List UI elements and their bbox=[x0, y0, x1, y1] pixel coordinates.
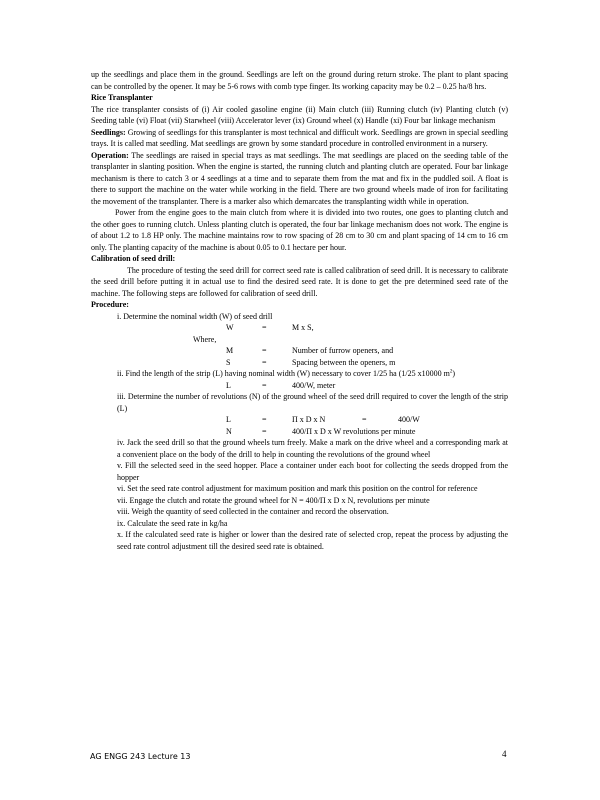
page-body bbox=[91, 69, 508, 552]
equation-w bbox=[91, 322, 508, 334]
step-9: ix. Calculate the seed rate in kg/ha bbox=[117, 518, 228, 528]
operation-paragraph bbox=[91, 150, 508, 208]
procedure-heading: Procedure: bbox=[91, 300, 129, 309]
equation-lhs: N bbox=[226, 426, 232, 436]
footer-course-label: AG ENGG 243 Lecture 13 bbox=[90, 752, 191, 761]
page-number: 4 bbox=[502, 749, 507, 759]
equation-s bbox=[91, 357, 508, 369]
equation-lhs: L bbox=[226, 380, 231, 390]
step-1: i. Determine the nominal width (W) of seed drill bbox=[117, 311, 273, 321]
step-2-text: ii. Find the length of the strip (L) having nominal width (W) necessary to cover 1/25 ha (1/25 x10000 m bbox=[117, 369, 450, 378]
seedlings-paragraph bbox=[91, 127, 508, 150]
equation-lhs: L bbox=[226, 415, 231, 424]
equation-equals: = bbox=[262, 357, 267, 367]
step-8: viii. Weigh the quantity of seed collected in the container and record the observation. bbox=[117, 507, 389, 516]
step-6: vi. Set the seed rate control adjustment for maximum position and mark this position on the control for reference bbox=[117, 484, 478, 493]
step-7: vii. Engage the clutch and rotate the ground wheel for N = 400/Π x D x N, revolutions per minute bbox=[117, 495, 430, 505]
operation-text: The seedlings are raised in special trays as mat seedlings. The mat seedlings are placed on the seeding table of the transplanter in slanting position. When the engine is started, the running clutch and planting clutch are operated. Four bar linkage mechanism is there to catch 3 or 4 seedlings at a time and to separate them from the mat and fix in the puddled soil. A float is there to support the machine on the water while working in the field. There are two ground wheels made of iron for facilitating the movement of the transplanter. There is a marker also which demarcates the transplanting width while in operation. bbox=[91, 150, 508, 206]
equation-equals: = bbox=[262, 415, 267, 424]
intro-paragraph: up the seedlings and place them in the ground. Seedlings are left on the ground during return stroke. The plant to plant spacing can be controlled by the opener. It may be 5-6 rows with comb type finger. Its working capacity may be 0.2 – 0.25 ha/8 hrs. bbox=[91, 70, 508, 91]
equation-rhs-2: 400/W bbox=[398, 415, 420, 424]
equation-rhs: M x S, bbox=[292, 323, 314, 332]
equation-l-pi bbox=[91, 414, 508, 426]
step-2 bbox=[91, 368, 508, 380]
equation-lhs: M bbox=[226, 346, 234, 355]
equation-m bbox=[91, 345, 508, 357]
equation-rhs: 400/W, meter bbox=[292, 380, 336, 390]
rice-transplanter-heading: Rice Transplanter bbox=[91, 93, 153, 102]
step-5: v. Fill the selected seed in the seed hopper. Place a container under each boot for collecting the seeds dropped from the hopper bbox=[117, 461, 508, 482]
equation-equals: = bbox=[262, 323, 267, 332]
equation-rhs: Π x D x N bbox=[292, 415, 326, 424]
rice-transplanter-parts: The rice transplanter consists of (i) Air cooled gasoline engine (ii) Main clutch (iii) Running clutch (iv) Planting clutch (v) Seeding table (vi) Float (vii) Starwheel (viii) Accelerator lever (ix) Ground wheel (x) Handle (xi) Four bar linkage mechanism bbox=[91, 104, 508, 125]
equation-rhs: Spacing between the openers, m bbox=[292, 357, 396, 367]
operation-label: Operation: bbox=[91, 150, 129, 160]
equation-equals: = bbox=[262, 346, 267, 355]
step-10: x. If the calculated seed rate is higher or lower than the desired rate of selected crop, repeat the process by adjusting the seed rate control adjustment till the desired seed rate is obtained. bbox=[117, 530, 508, 551]
equation-equals: = bbox=[262, 380, 267, 390]
equation-rhs: 400/Π x D x W revolutions per minute bbox=[292, 426, 416, 436]
step-2-superscript: 2 bbox=[449, 369, 453, 375]
step-3: iii. Determine the number of revolutions (N) of the ground wheel of the seed drill required to cover the length of the strip (L) bbox=[117, 392, 508, 413]
equation-equals-2: = bbox=[362, 415, 367, 424]
equation-rhs: Number of furrow openers, and bbox=[292, 346, 394, 355]
calibration-heading: Calibration of seed drill: bbox=[91, 254, 176, 263]
seedlings-text: Growing of seedlings for this transplanter is most technical and difficult work. Seedlings are grown in special seedling trays. It is called mat seedling. Mat seedlings are grown by some standard procedure in controlled environment in a nursery. bbox=[91, 127, 508, 148]
where-label: Where, bbox=[193, 334, 217, 344]
equation-lhs: W bbox=[226, 323, 234, 332]
step-4: iv. Jack the seed drill so that the ground wheels turn freely. Make a mark on the drive wheel and a corresponding mark at a convenient place on the body of the drill to help in counting the revolutions of the ground wheel bbox=[117, 438, 508, 459]
equation-l bbox=[91, 380, 508, 392]
equation-n bbox=[91, 426, 508, 438]
equation-equals: = bbox=[262, 426, 267, 436]
step-2-end: ) bbox=[452, 369, 455, 378]
calibration-paragraph: The procedure of testing the seed drill for correct seed rate is called calibration of seed drill. It is necessary to calibrate the seed drill before putting it in actual use to find the desired seed rate. It is done to get the pre determined seed rate of the machine. The following steps are followed for calibration of seed drill. bbox=[91, 265, 508, 298]
equation-lhs: S bbox=[226, 357, 231, 367]
power-paragraph: Power from the engine goes to the main clutch from where it is divided into two routes, one goes to planting clutch and the other goes to running clutch. Unless planting clutch is operated, the four bar linkage mechanism does not work. The engine is of about 1.2 to 1.8 HP only. The machine maintains row to row spacing of 28 cm to 30 cm and plant spacing of 14 cm to 16 cm only. The planting capacity of the machine is about 0.05 to 0.1 hectare per hour. bbox=[91, 208, 508, 252]
seedlings-label: Seedlings: bbox=[91, 127, 126, 137]
